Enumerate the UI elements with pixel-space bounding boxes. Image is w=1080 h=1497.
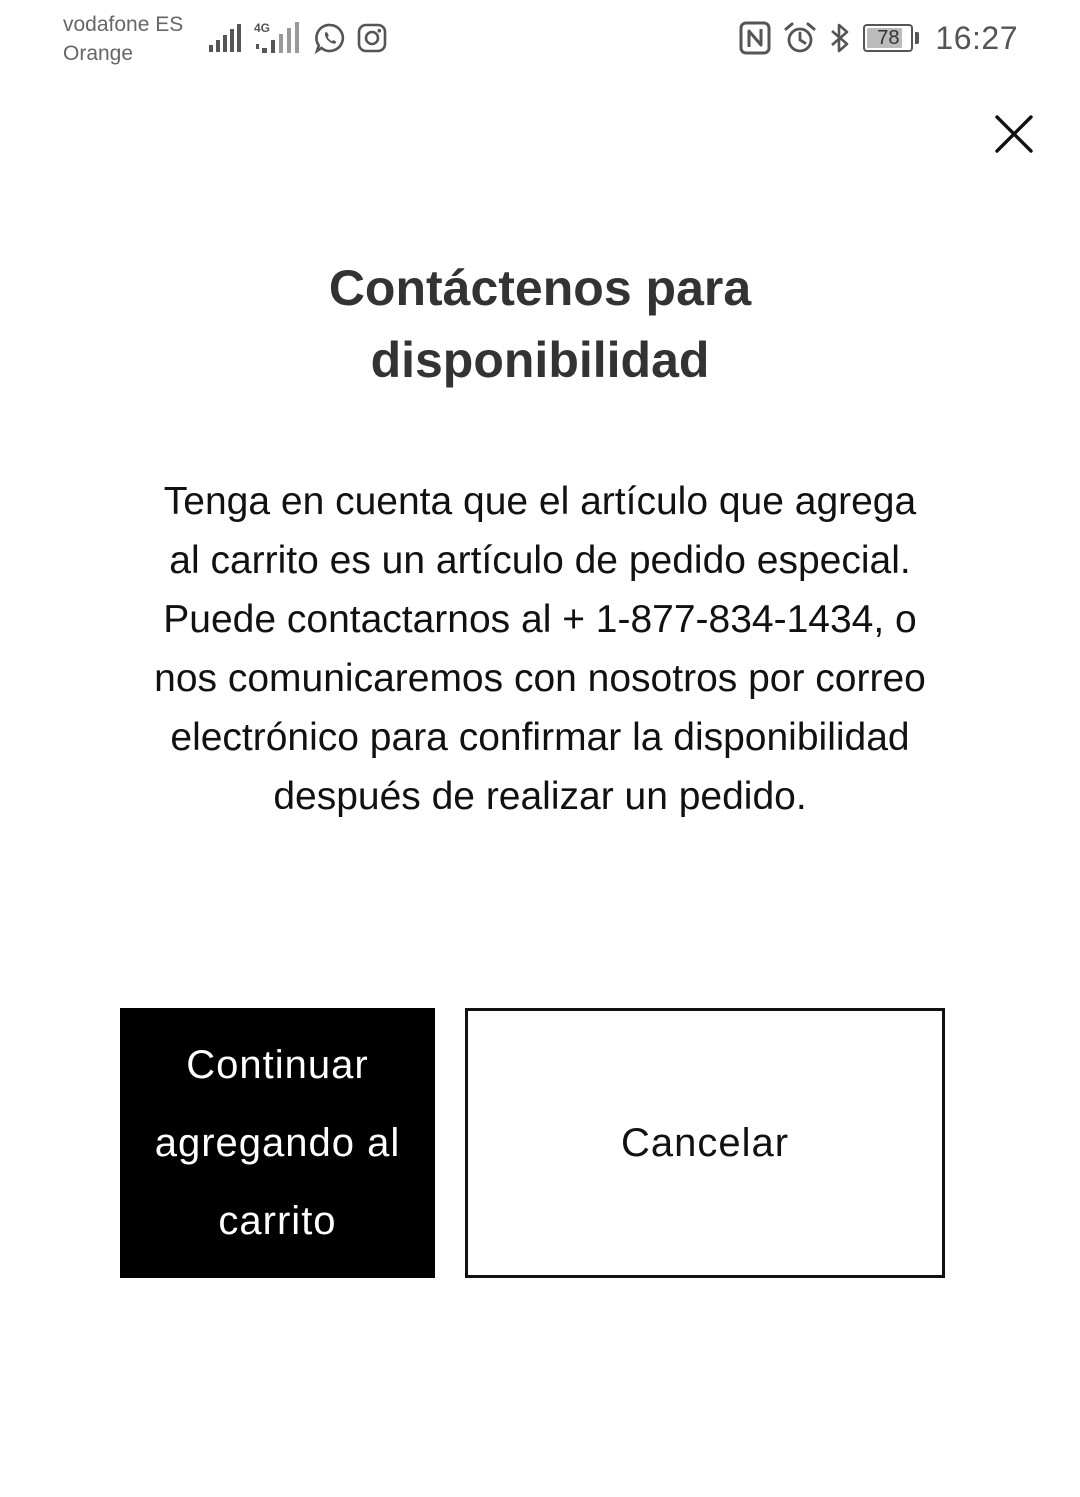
status-bar (0, 0, 1080, 80)
network-type-label: 4G (254, 21, 271, 35)
status-right-icons (739, 16, 1018, 60)
clock: 16:27 (935, 19, 1018, 56)
close-button[interactable] (990, 110, 1038, 158)
cancel-button[interactable] (465, 1008, 945, 1278)
carrier-secondary: Orange (63, 42, 134, 65)
whatsapp-icon (314, 22, 346, 54)
continue-adding-to-cart-button[interactable] (120, 1008, 435, 1278)
bluetooth-icon (829, 21, 851, 55)
battery-level: 78 (877, 27, 900, 49)
dialog-message: Tenga en cuenta que el artículo que agrega al carrito es un artículo de pedido especial. Puede contactarnos al + 1-877-834-1434, o nos comunicaremos con nosotros por correo electrónico para confirmar la disponibilidad después de realizar un pedido. (154, 480, 926, 818)
carrier-info (63, 10, 183, 68)
continue-button-label: Continuar agregando al carrito (154, 1043, 401, 1243)
carrier-primary: vodafone ES (63, 13, 184, 36)
cancel-button-label: Cancelar (620, 1121, 790, 1165)
close-icon (990, 110, 1038, 158)
instagram-icon (356, 22, 388, 54)
status-left-icons (208, 18, 388, 58)
dialog-title: Contáctenos para disponibilidad (328, 260, 752, 388)
4g-signal-icon (254, 21, 304, 55)
nfc-icon (739, 21, 771, 55)
battery-icon (863, 24, 919, 52)
alarm-icon (783, 21, 817, 55)
signal-strength-icon (208, 23, 244, 53)
